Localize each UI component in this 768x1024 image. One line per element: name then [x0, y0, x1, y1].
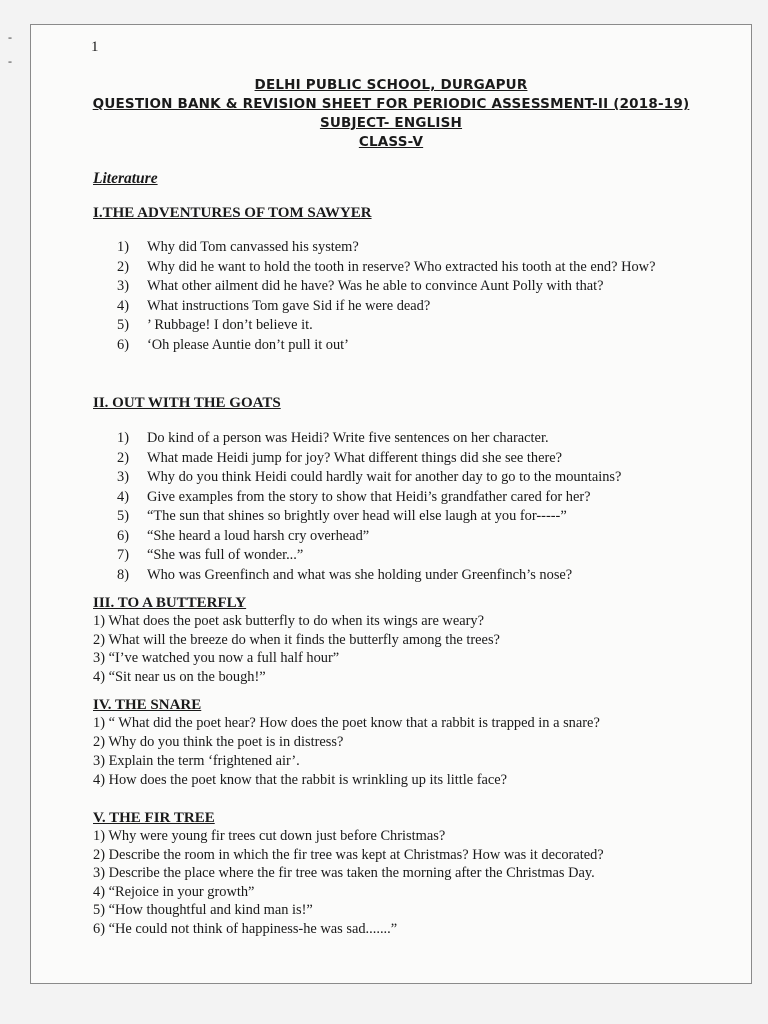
section-title: II. OUT WITH THE GOATS [93, 395, 281, 411]
question-item: 7) “She was full of wonder...” [117, 547, 304, 563]
question-item: 5) “The sun that shines so brightly over head will else laugh at you for-----” [117, 508, 567, 524]
question-list [93, 827, 604, 938]
question-list [93, 612, 500, 686]
question-item: 1) Why did Tom canvassed his system? [117, 239, 359, 255]
page-number: 1 [91, 39, 99, 55]
question-item: 6) ‘Oh please Auntie don’t pull it out’ [117, 336, 349, 353]
section-title: IV. THE SNARE [93, 697, 202, 713]
question-list [117, 429, 717, 585]
question-item: 1) Why were young fir trees cut down just before Christmas? [93, 828, 446, 844]
question-item: 2) What made Heidi jump for joy? What different things did she see there? [117, 449, 563, 466]
question-item: 6) “She heard a loud harsh cry overhead” [117, 527, 370, 544]
margin-mark: - [8, 54, 12, 68]
document-page [30, 24, 752, 984]
class-line: CLASS-V [358, 134, 424, 150]
question-item: 4) “Sit near us on the bough!” [93, 668, 266, 685]
question-item: 8) Who was Greenfinch and what was she holding under Greenfinch’s nose? [117, 566, 573, 583]
question-item: 4) “Rejoice in your growth” [93, 883, 255, 900]
question-item: 4) Give examples from the story to show that Heidi’s grandfather cared for her? [117, 488, 591, 505]
question-item: 5) ’ Rubbage! I don’t believe it. [117, 317, 313, 333]
question-list [117, 238, 677, 355]
section-title: I.THE ADVENTURES OF TOM SAWYER [93, 205, 372, 221]
question-item: 2) Why do you think the poet is in distress? [93, 734, 344, 750]
section-title: V. THE FIR TREE [93, 810, 215, 826]
question-item: 1) What does the poet ask butterfly to do when its wings are weary? [93, 613, 484, 629]
question-list [93, 714, 600, 790]
subject-line: SUBJECT- ENGLISH [319, 115, 463, 131]
question-item: 3) Why do you think Heidi could hardly wait for another day to go to the mountains? [117, 469, 622, 485]
question-item: 1) “ What did the poet hear? How does the poet know that a rabbit is trapped in a snare? [93, 715, 600, 731]
section-title: III. TO A BUTTERFLY [93, 595, 247, 611]
question-item: 2) Why did he want to hold the tooth in reserve? Who extracted his tooth at the end? How? [117, 258, 656, 275]
question-item: 6) “He could not think of happiness-he was sad.......” [93, 920, 398, 937]
question-item: 3) Describe the place where the fir tree was taken the morning after the Christmas Day. [93, 865, 595, 881]
question-item: 2) What will the breeze do when it finds the butterfly among the trees? [93, 631, 500, 648]
question-item: 2) Describe the room in which the fir tree was kept at Christmas? How was it decorated? [93, 846, 604, 863]
question-item: 4) How does the poet know that the rabbit is wrinkling up its little face? [93, 772, 508, 788]
question-item: 3) What other ailment did he have? Was he able to convince Aunt Polly with that? [117, 278, 604, 294]
margin-mark: - [8, 30, 12, 44]
question-item: 4) What instructions Tom gave Sid if he were dead? [117, 297, 431, 314]
document-title: QUESTION BANK & REVISION SHEET FOR PERIODIC ASSESSMENT-II (2018-19) [92, 96, 690, 112]
question-item: 5) “How thoughtful and kind man is!” [93, 902, 313, 918]
school-name: DELHI PUBLIC SCHOOL, DURGAPUR [254, 77, 528, 93]
literature-heading: Literature [93, 170, 158, 187]
question-item: 1) Do kind of a person was Heidi? Write five sentences on her character. [117, 430, 549, 446]
question-item: 3) Explain the term ‘frightened air’. [93, 753, 300, 769]
question-item: 3) “I’ve watched you now a full half hour” [93, 650, 340, 666]
